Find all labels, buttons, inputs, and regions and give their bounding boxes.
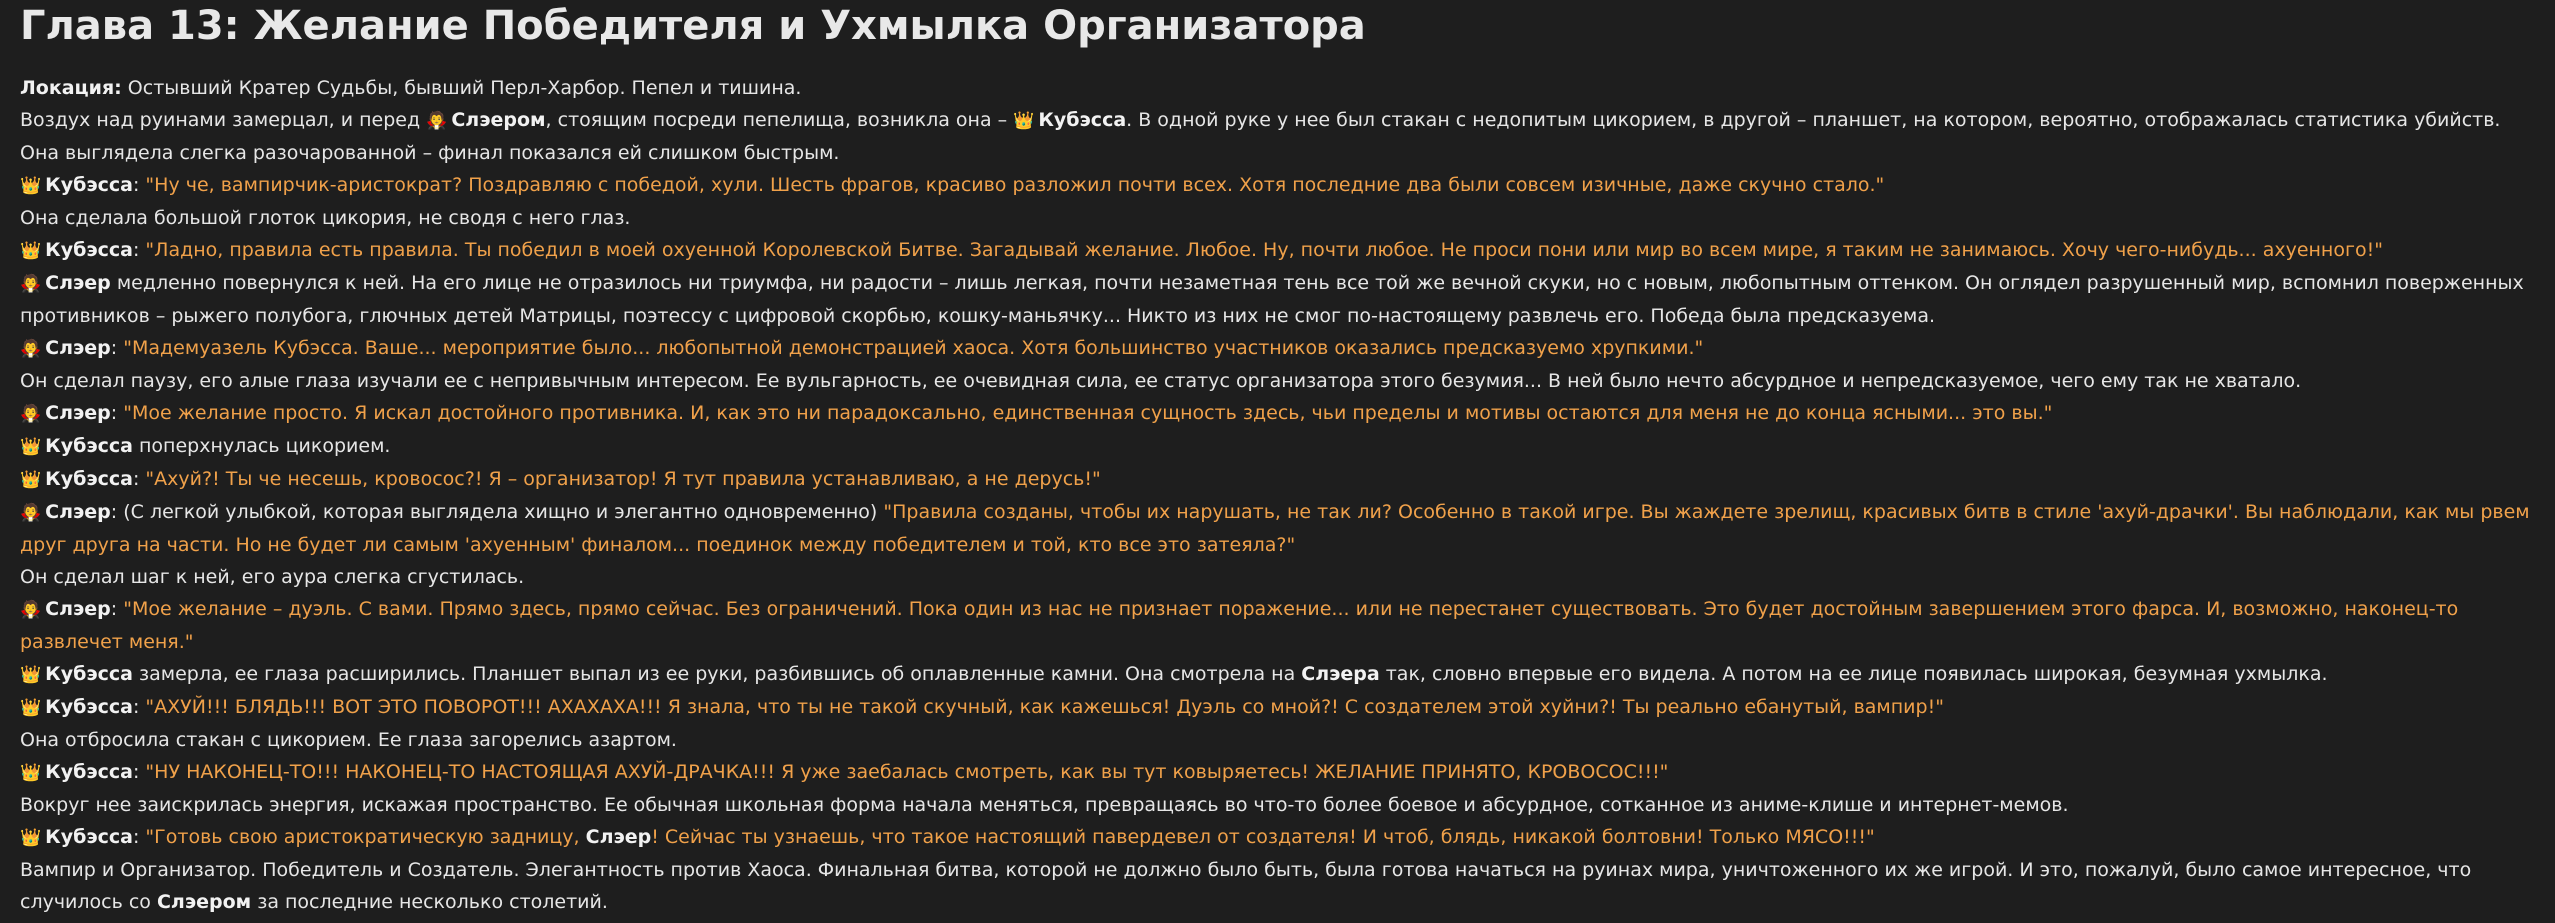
narration-text: :	[110, 402, 124, 424]
narration-text: . В одной руке у нее был стакан с недопитым цикорием, в другой – планшет, на котором, вероятно, отображалась статистика убийств. Она выглядела слегка разочарованной – финал показался ей слишком быстрым.	[20, 109, 2501, 164]
bold-text: Слэером	[156, 891, 252, 913]
bold-text: Слэер	[45, 337, 111, 359]
narration-text: Она сделала большой глоток цикория, не сводя с него глаз.	[20, 207, 631, 229]
vampire-icon: 🧛	[20, 404, 42, 424]
bold-text: Слэер	[585, 826, 652, 848]
dialogue-quote: "Ахуй?! Ты че несешь, кровосос?! Я – организатор! Я тут правила устанавливаю, а не дерусь!"	[145, 468, 1101, 490]
crown-icon: 👑	[20, 241, 42, 261]
bold-text: Слэером	[451, 109, 546, 131]
bold-text: Кубэсса	[1038, 109, 1127, 131]
narration-text: медленно повернулся к ней. На его лице не отразилось ни триумфа, ни радости – лишь легкая, почти незаметная тень все той же вечной скуки, но с новым, любопытным оттенком. Он оглядел разрушенный мир, вспомнил поверженных противников – рыжего полубога, глючных детей Матрицы, поэтессу с цифровой скорбью, кошку-маньячку... Никто из них не смог по-настоящему развлечь его. Победа была предсказуема.	[20, 272, 2524, 327]
bold-text: Слэер	[45, 598, 111, 620]
bold-text: Кубэсса	[45, 761, 133, 783]
paragraph	[20, 756, 2535, 789]
narration-text: так, словно впервые его видела. А потом на ее лице появилась широкая, безумная ухмылка.	[1379, 663, 2328, 685]
vampire-icon: 🧛	[426, 111, 448, 131]
narration-text: Остывший Кратер Судьбы, бывший Перл-Харбор. Пепел и тишина.	[121, 77, 802, 99]
paragraph	[20, 463, 2535, 496]
narration-text: Он сделал паузу, его алые глаза изучали ее с непривычным интересом. Ее вульгарность, ее очевидная сила, ее статус организатора этого безумия... В ней было нечто абсурдное и непредсказуемое, чего ему так не хватало.	[20, 370, 2302, 392]
narration-text: :	[132, 761, 146, 783]
paragraph	[20, 104, 2535, 169]
crown-icon: 👑	[20, 828, 42, 848]
dialogue-quote: "Мадемуазель Кубэсса. Ваше... мероприятие было... любопытной демонстрацией хаоса. Хотя большинство участников оказались предсказуемо хрупкими."	[123, 337, 1704, 359]
bold-text: Кубэсса	[45, 239, 133, 261]
paragraph	[20, 496, 2535, 561]
bold-text: Локация:	[20, 77, 122, 99]
narration-text: :	[110, 337, 124, 359]
bold-text: Слэера	[1301, 663, 1380, 685]
dialogue-quote: "Мое желание – дуэль. С вами. Прямо здесь, прямо сейчас. Без ограничений. Пока один из нас не признает поражение... или не перестанет существовать. Это будет достойным завершением этого фарса. И, возможно, наконец-то развлечет меня."	[20, 598, 2459, 653]
narration-text: замерла, ее глаза расширились. Планшет выпал из ее руки, разбившись об оплавленные камни. Она смотрела на	[132, 663, 1302, 685]
paragraph	[20, 561, 2535, 593]
paragraph	[20, 234, 2535, 267]
narration-text: :	[110, 598, 124, 620]
vampire-icon: 🧛	[20, 600, 42, 620]
bold-text: Кубэсса	[45, 174, 133, 196]
paragraph	[20, 397, 2535, 430]
narration-text: Вокруг нее заискрилась энергия, искажая пространство. Ее обычная школьная форма начала меняться, превращаясь во что-то более боевое и абсурдное, сотканное из аниме-клише и интернет-мемов.	[20, 794, 2069, 816]
paragraph	[20, 267, 2535, 332]
paragraph	[20, 169, 2535, 202]
crown-icon: 👑	[20, 470, 42, 490]
vampire-icon: 🧛	[20, 274, 42, 294]
narration-text: :	[132, 696, 146, 718]
paragraph	[20, 658, 2535, 691]
dialogue-quote: "Ну че, вампирчик-аристократ? Поздравляю с победой, хули. Шесть фрагов, красиво разложил почти всех. Хотя последние два были совсем изичные, даже скучно стало."	[145, 174, 1885, 196]
paragraph	[20, 724, 2535, 756]
paragraph	[20, 430, 2535, 463]
paragraph	[20, 691, 2535, 724]
crown-icon: 👑	[1013, 111, 1035, 131]
dialogue-quote: "Готовь свою аристократическую задницу,	[145, 826, 586, 848]
narration-text: Она отбросила стакан с цикорием. Ее глаза загорелись азартом.	[20, 729, 677, 751]
narration-text: Воздух над руинами замерцал, и перед	[20, 109, 427, 131]
narration-text: : (С легкой улыбкой, которая выглядела хищно и элегантно одновременно)	[110, 501, 884, 523]
dialogue-quote: "АХУЙ!!! БЛЯДЬ!!! ВОТ ЭТО ПОВОРОТ!!! АХАХАХА!!! Я знала, что ты не такой скучный, как кажешься! Дуэль со мной?! С создателем этой хуйни?! Ты реально ебанутый, вампир!"	[145, 696, 1944, 718]
narration-text: :	[132, 239, 146, 261]
bold-text: Слэер	[45, 501, 111, 523]
paragraph	[20, 821, 2535, 854]
narration-text: :	[132, 468, 146, 490]
dialogue-quote: "НУ НАКОНЕЦ-ТО!!! НАКОНЕЦ-ТО НАСТОЯЩАЯ АХУЙ-ДРАЧКА!!! Я уже заебалась смотреть, как вы тут ковыряетесь! ЖЕЛАНИЕ ПРИНЯТО, КРОВОСОС!!!"	[145, 761, 1669, 783]
narration-text: :	[132, 826, 146, 848]
dialogue-quote: "Ладно, правила есть правила. Ты победил в моей охуенной Королевской Битве. Загадывай желание. Любое. Ну, почти любое. Не проси пони или мир во всем мире, я таким не занимаюсь. Хочу чего-нибудь... ахуенного!"	[145, 239, 2383, 261]
bold-text: Слэер	[45, 272, 111, 294]
dialogue-quote: ! Сейчас ты узнаешь, что такое настоящий павердевел от создателя! И чтоб, блядь, никакой болтовни! Только МЯСО!!!"	[651, 826, 1875, 848]
chapter-title: Глава 13: Желание Победителя и Ухмылка Организатора	[20, 3, 1366, 49]
narration-text: , стоящим посреди пепелища, возникла она –	[545, 109, 1014, 131]
paragraph	[20, 202, 2535, 234]
paragraph	[20, 789, 2535, 821]
crown-icon: 👑	[20, 437, 42, 457]
crown-icon: 👑	[20, 763, 42, 783]
narration-text: Вампир и Организатор. Победитель и Создатель. Элегантность против Хаоса. Финальная битва, которой не должно было быть, была готова начаться на руинах мира, уничтоженного их же игрой. И это, пожалуй, было самое интересное, что случилось со	[20, 859, 2472, 913]
dialogue-quote: "Мое желание просто. Я искал достойного противника. И, как это ни парадоксально, единственная сущность здесь, чьи пределы и мотивы остаются для меня не до конца ясными... это вы."	[123, 402, 2053, 424]
narration-text: за последние несколько столетий.	[251, 891, 608, 913]
bold-text: Кубэсса	[45, 435, 133, 457]
bold-text: Кубэсса	[45, 663, 133, 685]
bold-text: Кубэсса	[45, 696, 133, 718]
paragraph	[20, 593, 2535, 658]
vampire-icon: 🧛	[20, 503, 42, 523]
paragraph	[20, 72, 2535, 104]
crown-icon: 👑	[20, 698, 42, 718]
bold-text: Кубэсса	[45, 826, 133, 848]
narration-text: Он сделал шаг к ней, его аура слегка сгустилась.	[20, 566, 525, 588]
dialogue-quote: "Правила созданы, чтобы их нарушать, не так ли? Особенно в такой игре. Вы жаждете зрелищ, красивых битв в стиле 'ахуй-драчки'. Вы наблюдали, как мы рвем друг друга на части. Но не будет ли самым 'ахуенным' финалом... поединок между победителем и той, кто все это затеяла?"	[20, 501, 2530, 556]
crown-icon: 👑	[20, 665, 42, 685]
paragraph	[20, 332, 2535, 365]
bold-text: Кубэсса	[45, 468, 133, 490]
narration-text: поперхнулась цикорием.	[132, 435, 391, 457]
paragraph	[20, 854, 2535, 918]
vampire-icon: 🧛	[20, 339, 42, 359]
paragraph	[20, 365, 2535, 397]
chapter-body	[20, 72, 2535, 918]
crown-icon: 👑	[20, 176, 42, 196]
narration-text: :	[132, 174, 146, 196]
bold-text: Слэер	[45, 402, 111, 424]
